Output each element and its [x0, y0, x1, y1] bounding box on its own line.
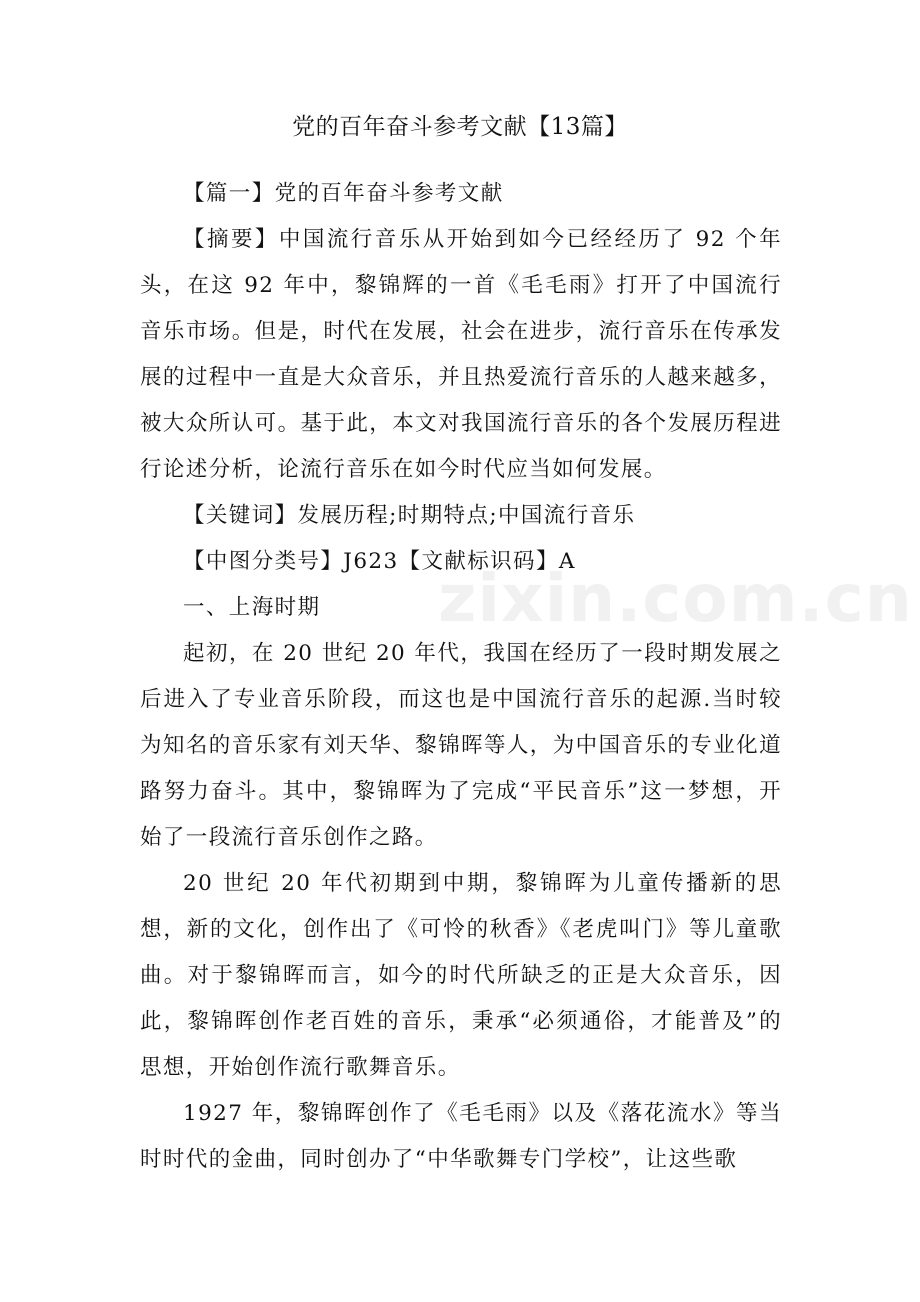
- subsection-heading: 一、上海时期: [183, 595, 321, 620]
- abstract-paragraph: 【摘要】中国流行音乐从开始到如今已经经历了 92 个年头，在这 92 年中，黎锦辉的一首《毛毛雨》打开了中国流行音乐市场。但是，时代在发展，社会在进步，流行音乐在传承发展的过程中一直是大众音乐，并且热爱流行音乐的人越来越多，被大众所认可。基于此，本文对我国流行音乐的各个发展历程进行论述分析，论流行音乐在如今时代应当如何发展。: [140, 227, 782, 482]
- keywords-paragraph: 【关键词】发展历程;时期特点;中国流行音乐: [183, 503, 636, 528]
- body-paragraph: 1927 年，黎锦晖创作了《毛毛雨》以及《落花流水》等当时时代的金曲，同时创办了“中华歌舞专门学校”，让这些歌: [140, 1101, 782, 1172]
- body-paragraph: 起初，在 20 世纪 20 年代，我国在经历了一段时期发展之后进入了专业音乐阶段，而这也是中国流行音乐的起源.当时较为知名的音乐家有刘天华、黎锦晖等人，为中国音乐的专业化道路努力奋斗。其中，黎锦晖为了完成“平民音乐”这一梦想，开始了一段流行音乐创作之路。: [140, 641, 782, 850]
- watermark: zixin.com.cn: [438, 560, 913, 637]
- section-heading: 【篇一】党的百年奋斗参考文献: [183, 181, 504, 206]
- body-paragraph: 20 世纪 20 年代初期到中期，黎锦晖为儿童传播新的思想，新的文化，创作出了《可怜的秋香》《老虎叫门》等儿童歌曲。对于黎锦晖而言，如今的时代所缺乏的正是大众音乐，因此，黎锦晖创作老百姓的音乐，秉承“必须通俗，才能普及”的思想，开始创作流行歌舞音乐。: [140, 871, 782, 1080]
- document-body: [140, 171, 782, 1183]
- classification-paragraph: 【中图分类号】J623【文献标识码】A: [183, 549, 576, 574]
- document-title: 党的百年奋斗参考文献【13篇】: [292, 114, 628, 140]
